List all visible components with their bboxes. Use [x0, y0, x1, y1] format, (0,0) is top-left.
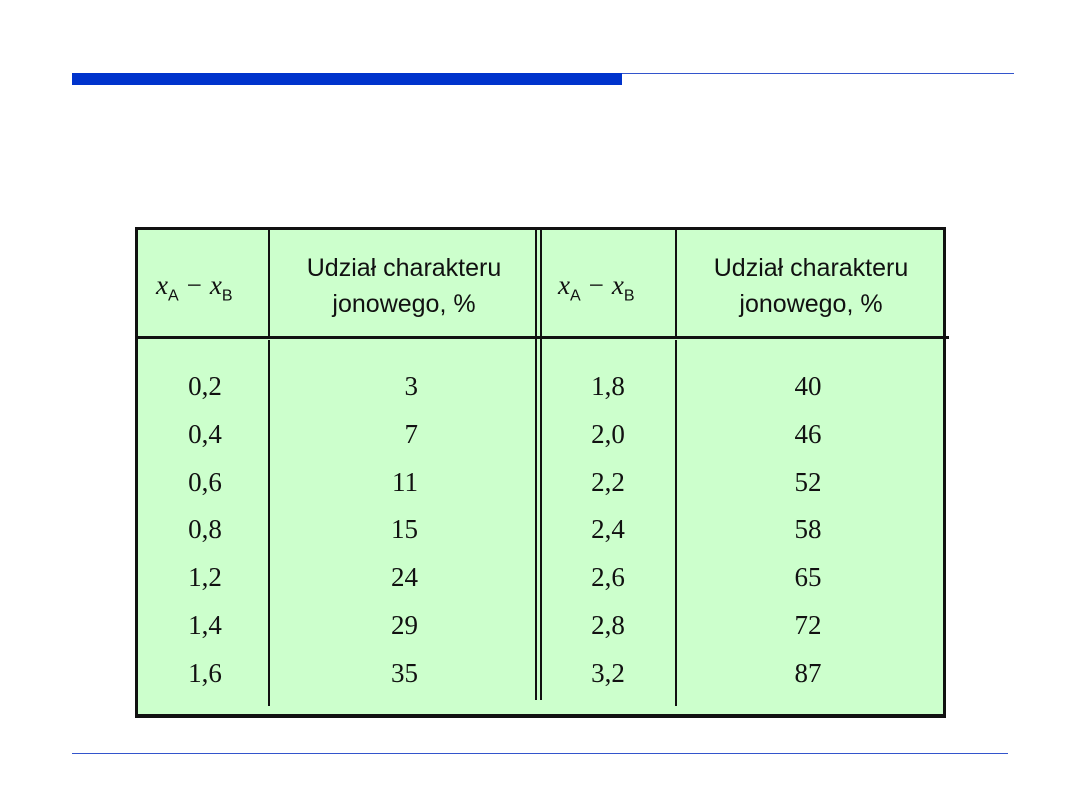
cell-ionic-share: 35 — [391, 657, 418, 688]
cell-difference: 1,2 — [188, 562, 222, 593]
cell-difference: 1,8 — [591, 371, 625, 401]
title-accent-line — [622, 73, 1014, 74]
cell-difference: 0,2 — [188, 371, 222, 401]
header-line: jonowego, % — [739, 290, 883, 318]
header-rule — [135, 336, 949, 339]
cell-ionic-share: 65 — [794, 562, 822, 593]
header-line: Udział charakteru — [306, 254, 502, 282]
cell-difference: 2,2 — [591, 466, 625, 497]
header-line: jonowego, % — [332, 290, 476, 318]
column-divider — [268, 230, 270, 337]
cell-ionic-share: 46 — [794, 418, 822, 449]
double-column-divider — [540, 230, 542, 700]
header-electronegativity-difference-right: $x_A - x_B$ — [558, 270, 635, 305]
header-ionic-share-right — [680, 250, 942, 322]
title-accent-bar — [72, 73, 622, 85]
column-divider — [268, 340, 270, 706]
header-line: Udział charakteru — [713, 254, 909, 282]
cell-difference: 0,8 — [188, 514, 222, 545]
cell-difference: 2,0 — [591, 418, 625, 449]
cell-ionic-share: 40 — [794, 371, 822, 401]
cell-difference: 1,4 — [188, 610, 222, 640]
cell-ionic-share: 87 — [794, 657, 822, 688]
cell-difference: 0,4 — [188, 418, 222, 449]
cell-ionic-share: 58 — [794, 514, 822, 545]
cell-difference: 3,2 — [591, 657, 625, 688]
ionic-character-table — [135, 227, 946, 718]
cell-difference: 2,6 — [591, 562, 625, 593]
cell-difference: 1,6 — [188, 657, 222, 688]
cell-ionic-share: 7 — [404, 418, 418, 449]
column-divider — [675, 230, 677, 337]
cell-ionic-share: 15 — [391, 514, 418, 545]
column-divider — [675, 340, 677, 706]
double-column-divider — [535, 230, 537, 700]
cell-ionic-share: 29 — [391, 610, 418, 640]
footer-rule — [72, 753, 1008, 754]
cell-difference: 2,4 — [591, 514, 625, 545]
cell-difference: 0,6 — [188, 466, 222, 497]
cell-ionic-share: 3 — [404, 371, 418, 401]
cell-ionic-share: 11 — [392, 466, 418, 497]
cell-ionic-share: 52 — [794, 466, 822, 497]
cell-ionic-share: 72 — [794, 610, 822, 640]
cell-difference: 2,8 — [591, 610, 625, 640]
header-ionic-share-left — [273, 250, 535, 322]
header-electronegativity-difference-left: $x_A - x_B$ — [156, 270, 233, 305]
cell-ionic-share: 24 — [391, 562, 418, 593]
